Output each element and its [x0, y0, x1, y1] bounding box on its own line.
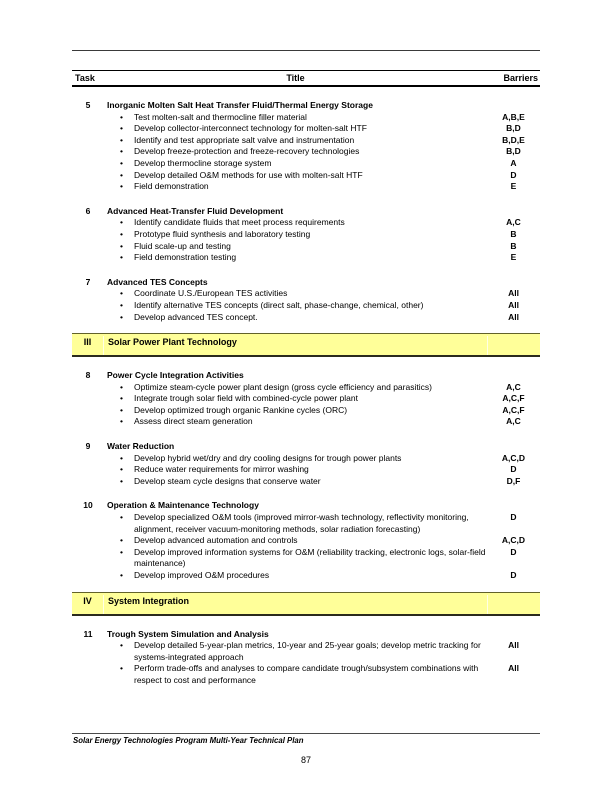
bullet-text: Identify candidate fluids that meet process requirements: [134, 217, 345, 228]
bullet-row: [72, 252, 540, 264]
bullet-barriers: D,F: [506, 475, 521, 486]
bullet-row: [72, 453, 540, 465]
bullet-row: [72, 123, 540, 135]
task-bullets: [72, 640, 540, 686]
bullet-row: [72, 663, 540, 686]
bullet-icon: •: [120, 252, 123, 263]
bullet-text: Optimize steam-cycle power plant design (gross cycle efficiency and parasitics): [134, 381, 432, 392]
bullet-icon: •: [120, 134, 123, 145]
task-block: [72, 277, 540, 323]
task-table: [72, 70, 540, 687]
bullet-barriers: A,C,D: [501, 452, 526, 463]
bullet-text: Develop advanced TES concept.: [134, 311, 258, 322]
bullet-area: [104, 181, 487, 193]
bullet-text: Develop detailed O&M methods for use with molten-salt HTF: [134, 169, 363, 180]
section-numeral: IV: [72, 595, 104, 614]
task-bullets: [72, 112, 540, 193]
task-title: Power Cycle Integration Activities: [107, 370, 244, 381]
bullet-area: [104, 570, 487, 582]
task-title: Trough System Simulation and Analysis: [107, 628, 269, 639]
bullet-text: Coordinate U.S./European TES activities: [134, 288, 288, 299]
bullet-icon: •: [120, 640, 123, 651]
bullet-barriers: B,D,E: [502, 134, 525, 145]
bullet-row: [72, 512, 540, 535]
bullet-area: [104, 288, 487, 300]
bullet-text: Develop freeze-protection and freeze-recovery technologies: [134, 146, 360, 157]
bullet-icon: •: [120, 393, 123, 404]
task-title: Operation & Maintenance Technology: [107, 500, 259, 511]
bullet-barriers: A,C,D: [501, 535, 526, 546]
task-heading-row: [72, 500, 540, 512]
bullet-text: Develop detailed 5-year-plan metrics, 10-year and 25-year goals; develop metric tracking for systems-integrated approach: [134, 640, 481, 662]
bullet-text: Prototype fluid synthesis and laboratory testing: [134, 228, 311, 239]
bullet-icon: •: [120, 663, 123, 674]
bullet-row: [72, 416, 540, 428]
bullet-area: [104, 158, 487, 170]
bullet-icon: •: [120, 416, 123, 427]
bullet-icon: •: [120, 157, 123, 168]
task-number: 7: [85, 276, 91, 287]
footer-document-title: Solar Energy Technologies Program Multi-Year Technical Plan: [73, 736, 304, 745]
bullet-area: [104, 146, 487, 158]
task-heading-row: [72, 441, 540, 453]
bullet-row: [72, 535, 540, 547]
bullet-text: Develop optimized trough organic Rankine cycles (ORC): [134, 404, 348, 415]
bullet-row: [72, 135, 540, 147]
task-block: [72, 370, 540, 428]
bullet-icon: •: [120, 288, 123, 299]
task-heading-barriers: [487, 277, 540, 289]
bullet-text: Fluid scale-up and testing: [134, 240, 231, 251]
bullet-row: [72, 312, 540, 324]
bullet-area: [104, 252, 487, 264]
header-rule: [72, 50, 540, 51]
bullet-icon: •: [120, 228, 123, 239]
task-heading-barriers: [487, 500, 540, 512]
bullet-text: Develop thermocline storage system: [134, 157, 272, 168]
bullet-row: [72, 229, 540, 241]
section-numeral: III: [72, 336, 104, 355]
bullet-barriers: E: [510, 181, 517, 192]
bullet-row: [72, 146, 540, 158]
bullet-area: [104, 476, 487, 488]
bullet-text: Develop hybrid wet/dry and dry cooling designs for trough power plants: [134, 452, 402, 463]
bullet-area: [104, 123, 487, 135]
task-block: [72, 500, 540, 581]
bullet-text: Perform trade-offs and analyses to compare candidate trough/subsystem combinations with respect to cost and performance: [134, 663, 479, 685]
bullet-icon: •: [120, 181, 123, 192]
bullet-barriers: D: [510, 546, 517, 557]
bullet-text: Develop advanced automation and controls: [134, 535, 298, 546]
bullet-barriers: E: [510, 252, 517, 263]
task-heading-row: [72, 629, 540, 641]
bullet-barriers: All: [508, 299, 519, 310]
task-title: Advanced TES Concepts: [107, 276, 208, 287]
bullet-text: Field demonstration: [134, 181, 209, 192]
bullet-area: [104, 663, 487, 686]
section-band-barriers-cell: [487, 595, 540, 614]
task-heading-barriers: [487, 629, 540, 641]
footer-rule: [72, 733, 540, 734]
bullet-barriers: D: [510, 570, 517, 580]
bullet-area: [104, 512, 487, 535]
bullet-area: [104, 229, 487, 241]
page-number: 87: [300, 755, 311, 765]
bullet-row: [72, 382, 540, 394]
bullet-area: [104, 393, 487, 405]
bullet-barriers: All: [508, 311, 519, 322]
task-heading-row: [72, 370, 540, 382]
bullet-icon: •: [120, 546, 123, 557]
bullet-area: [104, 453, 487, 465]
task-heading-barriers: [487, 441, 540, 453]
task-block: [72, 206, 540, 264]
task-bullets: [72, 453, 540, 488]
bullet-text: Develop collector-interconnect technology for molten-salt HTF: [134, 123, 367, 134]
column-header-title: Title: [286, 73, 305, 83]
bullet-area: [104, 416, 487, 428]
bullet-icon: •: [120, 381, 123, 392]
bullet-area: [104, 464, 487, 476]
task-title: Water Reduction: [107, 441, 175, 452]
bullet-barriers: D: [510, 512, 517, 523]
bullet-icon: •: [120, 475, 123, 486]
bullet-text: Develop improved O&M procedures: [134, 570, 270, 580]
bullet-icon: •: [120, 464, 123, 475]
bullet-row: [72, 547, 540, 570]
task-heading-row: [72, 277, 540, 289]
bullet-icon: •: [120, 169, 123, 180]
bullet-text: Identify alternative TES concepts (direct salt, phase-change, chemical, other): [134, 299, 424, 310]
bullet-icon: •: [120, 512, 123, 523]
bullet-area: [104, 135, 487, 147]
bullet-barriers: B,D: [506, 146, 521, 157]
bullet-text: Integrate trough solar field with combined-cycle power plant: [134, 393, 358, 404]
bullet-barriers: B,D: [506, 123, 521, 134]
bullet-row: [72, 405, 540, 417]
task-bullets: [72, 288, 540, 323]
bullet-barriers: All: [508, 288, 519, 299]
bullet-barriers: A,C: [506, 381, 521, 392]
task-heading-barriers: [487, 370, 540, 382]
bullet-barriers: B: [510, 228, 517, 239]
bullet-row: [72, 464, 540, 476]
bullet-barriers: All: [508, 640, 519, 651]
bullet-barriers: B: [510, 240, 517, 251]
task-number: 6: [85, 205, 91, 216]
bullet-row: [72, 288, 540, 300]
task-block: [72, 100, 540, 193]
task-number: 11: [83, 628, 93, 639]
bullet-barriers: A,C: [506, 416, 521, 427]
bullet-icon: •: [120, 217, 123, 228]
task-title: Advanced Heat-Transfer Fluid Development: [107, 205, 284, 216]
bullet-text: Test molten-salt and thermocline filler material: [134, 111, 307, 122]
bullet-area: [104, 300, 487, 312]
bullet-icon: •: [120, 240, 123, 251]
bullet-icon: •: [120, 299, 123, 310]
bullet-area: [104, 312, 487, 324]
bullet-icon: •: [120, 146, 123, 157]
column-header-barriers: Barriers: [503, 73, 538, 83]
task-title: Inorganic Molten Salt Heat Transfer Fluid/Thermal Energy Storage: [107, 100, 373, 110]
bullet-row: [72, 112, 540, 124]
bullet-area: [104, 405, 487, 417]
task-block: [72, 441, 540, 487]
bullet-area: [104, 112, 487, 124]
bullet-area: [104, 547, 487, 570]
bullet-icon: •: [120, 404, 123, 415]
task-heading-barriers: [487, 206, 540, 218]
section-band-barriers-cell: [487, 336, 540, 355]
task-number: 9: [85, 441, 91, 452]
task-number: 10: [83, 500, 93, 511]
bullet-text: Develop specialized O&M tools (improved mirror-wash technology, reflectivity monitoring, alignment, receiver vacuum-monitoring methods, solar radiation forecasting): [134, 512, 469, 534]
column-header-task: Task: [75, 73, 95, 83]
bullet-icon: •: [120, 535, 123, 546]
table-header-row: [72, 70, 540, 87]
bullet-text: Develop steam cycle designs that conserve water: [134, 475, 321, 486]
task-bullets: [72, 217, 540, 263]
task-heading-barriers: [487, 100, 540, 112]
bullet-area: [104, 241, 487, 253]
task-number: 8: [85, 370, 91, 381]
task-heading-row: [72, 206, 540, 218]
task-block: [72, 629, 540, 687]
bullet-barriers: A,B,E: [502, 111, 525, 122]
bullet-row: [72, 476, 540, 488]
section-title: System Integration: [108, 595, 190, 606]
bullet-area: [104, 170, 487, 182]
table-body: [72, 100, 540, 687]
bullet-row: [72, 393, 540, 405]
bullet-icon: •: [120, 570, 123, 580]
bullet-row: [72, 170, 540, 182]
bullet-row: [72, 300, 540, 312]
bullet-barriers: D: [510, 464, 517, 475]
bullet-icon: •: [120, 311, 123, 322]
bullet-area: [104, 535, 487, 547]
bullet-row: [72, 640, 540, 663]
bullet-area: [104, 382, 487, 394]
bullet-icon: •: [120, 123, 123, 134]
task-heading-row: [72, 100, 540, 112]
bullet-barriers: All: [508, 663, 519, 674]
task-number: 5: [85, 100, 91, 110]
bullet-row: [72, 181, 540, 193]
section-band: [72, 592, 540, 616]
section-title: Solar Power Plant Technology: [108, 337, 237, 348]
bullet-text: Assess direct steam generation: [134, 416, 253, 427]
bullet-barriers: A,C,F: [502, 393, 525, 404]
bullet-area: [104, 640, 487, 663]
bullet-barriers: D: [510, 169, 517, 180]
bullet-row: [72, 217, 540, 229]
section-band: [72, 333, 540, 357]
bullet-area: [104, 217, 487, 229]
bullet-icon: •: [120, 452, 123, 463]
bullet-text: Develop improved information systems for O&M (reliability tracking, electronic logs, solar-field maintenance): [134, 546, 486, 569]
task-bullets: [72, 382, 540, 428]
bullet-barriers: A,C,F: [502, 404, 525, 415]
task-bullets: [72, 512, 540, 582]
bullet-text: Identify and test appropriate salt valve and instrumentation: [134, 134, 355, 145]
bullet-icon: •: [120, 111, 123, 122]
bullet-barriers: A: [510, 157, 517, 168]
bullet-text: Field demonstration testing: [134, 252, 237, 263]
bullet-text: Reduce water requirements for mirror washing: [134, 464, 309, 475]
bullet-row: [72, 241, 540, 253]
bullet-row: [72, 570, 540, 582]
bullet-barriers: A,C: [506, 217, 521, 228]
bullet-row: [72, 158, 540, 170]
